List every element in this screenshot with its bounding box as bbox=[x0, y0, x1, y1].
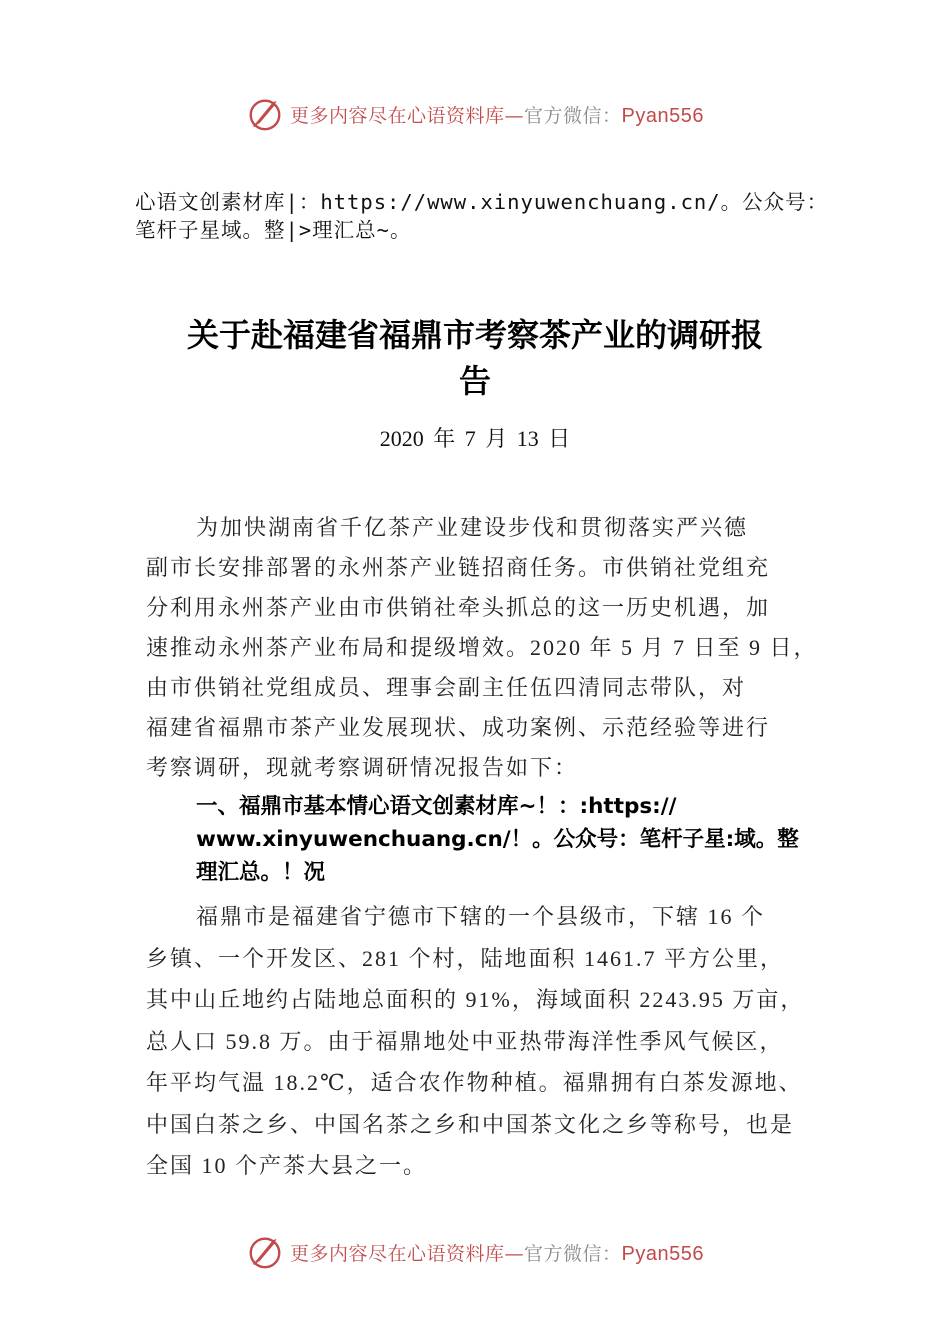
title-line: 关于赴福建省福鼎市考察茶产业的调研报 bbox=[186, 316, 763, 354]
source-line: 心语文创素材库|：https://www.xinyuwenchuang.cn/。公众号： bbox=[135, 190, 829, 214]
banner-wechat-label: 官方微信： bbox=[524, 104, 622, 127]
paragraph-line: 为加快湖南省千亿茶产业建设步伐和贯彻落实严兴德 bbox=[196, 515, 749, 540]
banner-main-text: 更多内容尽在心语资料库— bbox=[290, 104, 525, 127]
paragraph-line: 分利用永州茶产业由市供销社牵头抓总的这一历史机遇，加 bbox=[146, 595, 771, 620]
paragraph-line: 中国白茶之乡、中国名茶之乡和中国茶文化之乡等称号，也是 bbox=[146, 1111, 795, 1137]
paragraph-line: 福建省福鼎市茶产业发展现状、成功案例、示范经验等进行 bbox=[146, 715, 771, 740]
paragraph-line: 全国 10 个产茶大县之一。 bbox=[146, 1153, 428, 1178]
intro-paragraph bbox=[146, 508, 816, 788]
heading-line: 一、福鼎市基本情心语文创素材库~！：:https:// bbox=[196, 794, 677, 819]
paragraph-line: 总人口 59.8 万。由于福鼎地处中亚热带海洋性季风气候区， bbox=[146, 1028, 784, 1054]
footer-banner bbox=[0, 1232, 950, 1272]
heading-line: www.xinyuwenchuang.cn/！。公众号：笔杆子星:域。整 bbox=[196, 827, 799, 852]
quill-logo-icon bbox=[246, 95, 284, 133]
paragraph-line: 由市供销社党组成员、理事会副主任伍四清同志带队，对 bbox=[146, 675, 747, 700]
heading-line: 理汇总。！况 bbox=[196, 860, 326, 885]
document-date: 2020 年 7 月 13 日 bbox=[379, 426, 571, 451]
banner-wechat-id: Pyan556 bbox=[621, 104, 704, 127]
header-banner bbox=[0, 94, 950, 134]
title-line: 告 bbox=[458, 362, 491, 400]
banner-wechat-label: 官方微信： bbox=[524, 1242, 622, 1265]
paragraph-line: 考察调研，现就考察调研情况报告如下： bbox=[146, 755, 579, 780]
banner-main-text: 更多内容尽在心语资料库— bbox=[290, 1242, 525, 1265]
paragraph-line: 福鼎市是福建省宁德市下辖的一个县级市，下辖 16 个 bbox=[196, 904, 766, 929]
paragraph-line: 乡镇、一个开发区、281 个村，陆地面积 1461.7 平方公里， bbox=[146, 945, 785, 971]
banner-text bbox=[290, 101, 704, 128]
banner-text bbox=[290, 1239, 704, 1266]
paragraph-line: 副市长安排部署的永州茶产业链招商任务。市供销社党组充 bbox=[146, 555, 771, 580]
paragraph-line: 其中山丘地约占陆地总面积的 91%，海域面积 2243.95 万亩， bbox=[146, 987, 805, 1012]
document-title bbox=[100, 312, 850, 404]
section-heading bbox=[196, 790, 836, 889]
section-paragraph bbox=[146, 896, 816, 1187]
quill-logo-icon bbox=[246, 1233, 284, 1271]
banner-wechat-id: Pyan556 bbox=[621, 1242, 704, 1265]
paragraph-line: 速推动永州茶产业布局和提级增效。2020 年 5 月 7 日至 9 日， bbox=[146, 635, 818, 660]
source-line: 笔杆子星域。整|>理汇总~。 bbox=[135, 218, 412, 242]
paragraph-line: 年平均气温 18.2℃，适合农作物种植。福鼎拥有白茶发源地、 bbox=[146, 1070, 803, 1095]
source-note bbox=[135, 188, 855, 244]
